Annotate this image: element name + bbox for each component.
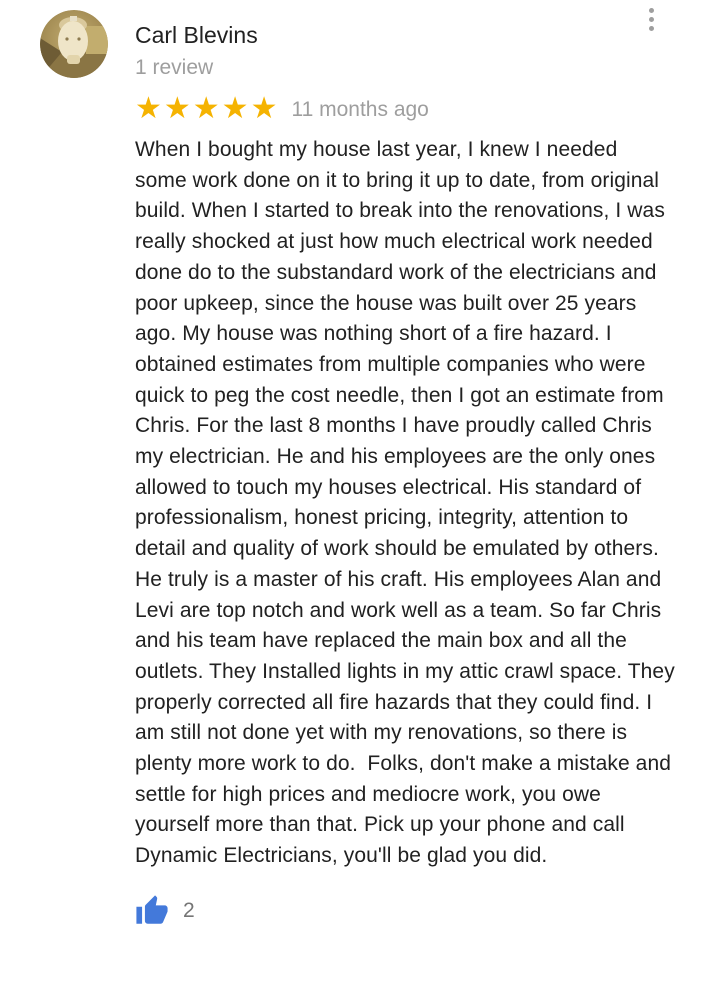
review-date: 11 months ago	[291, 98, 429, 121]
avatar-image	[40, 10, 108, 78]
more-vert-icon	[649, 26, 654, 31]
more-vert-icon	[649, 17, 654, 22]
reviewer-identity	[135, 22, 258, 80]
avatar[interactable]	[40, 10, 108, 78]
overflow-menu-button[interactable]	[643, 6, 660, 33]
rating-row	[135, 94, 675, 124]
reviewer-name[interactable]: Carl Blevins	[135, 22, 258, 48]
review-content	[135, 92, 681, 928]
review-text: When I bought my house last year, I knew I needed some work done on it to bring it up to date, from original build. When I started to break into the renovations, I was really shocked at just how much electrical work needed done do to the substandard work of the electricians and poor upkeep, since the house was built over 25 years ago. My house was nothing short of a fire hazard. I obtained estimates from multiple companies who were quick to peg the cost needle, then I got an estimate from Chris. For the last 8 months I have proudly called Chris my electrician. He and his employees are the only ones allowed to touch my houses electrical. His standard of professionalism, honest pricing, integrity, attention to detail and quality of work should be emulated by others. He truly is a master of his craft. His employees Alan and Levi are top notch and work well as a team. So far Chris and his team have replaced the main box and all the outlets. They Installed lights in my attic crawl space. They properly corrected all fire hazards that they could find. I am still not done yet with my renovations, so there is plenty more work to do. Folks, don't make a mistake and settle for high prices and mediocre work, you owe yourself more than that. Pick up your phone and call Dynamic Electricians, you'll be glad you did.	[135, 138, 681, 868]
like-button[interactable]	[135, 894, 195, 928]
star-rating: ★★★★★	[135, 92, 280, 125]
like-count: 2	[183, 898, 195, 922]
more-vert-icon	[649, 8, 654, 13]
reviewer-review-count: 1 review	[135, 56, 214, 79]
thumb-up-icon[interactable]	[135, 894, 169, 928]
review-header	[40, 10, 708, 80]
